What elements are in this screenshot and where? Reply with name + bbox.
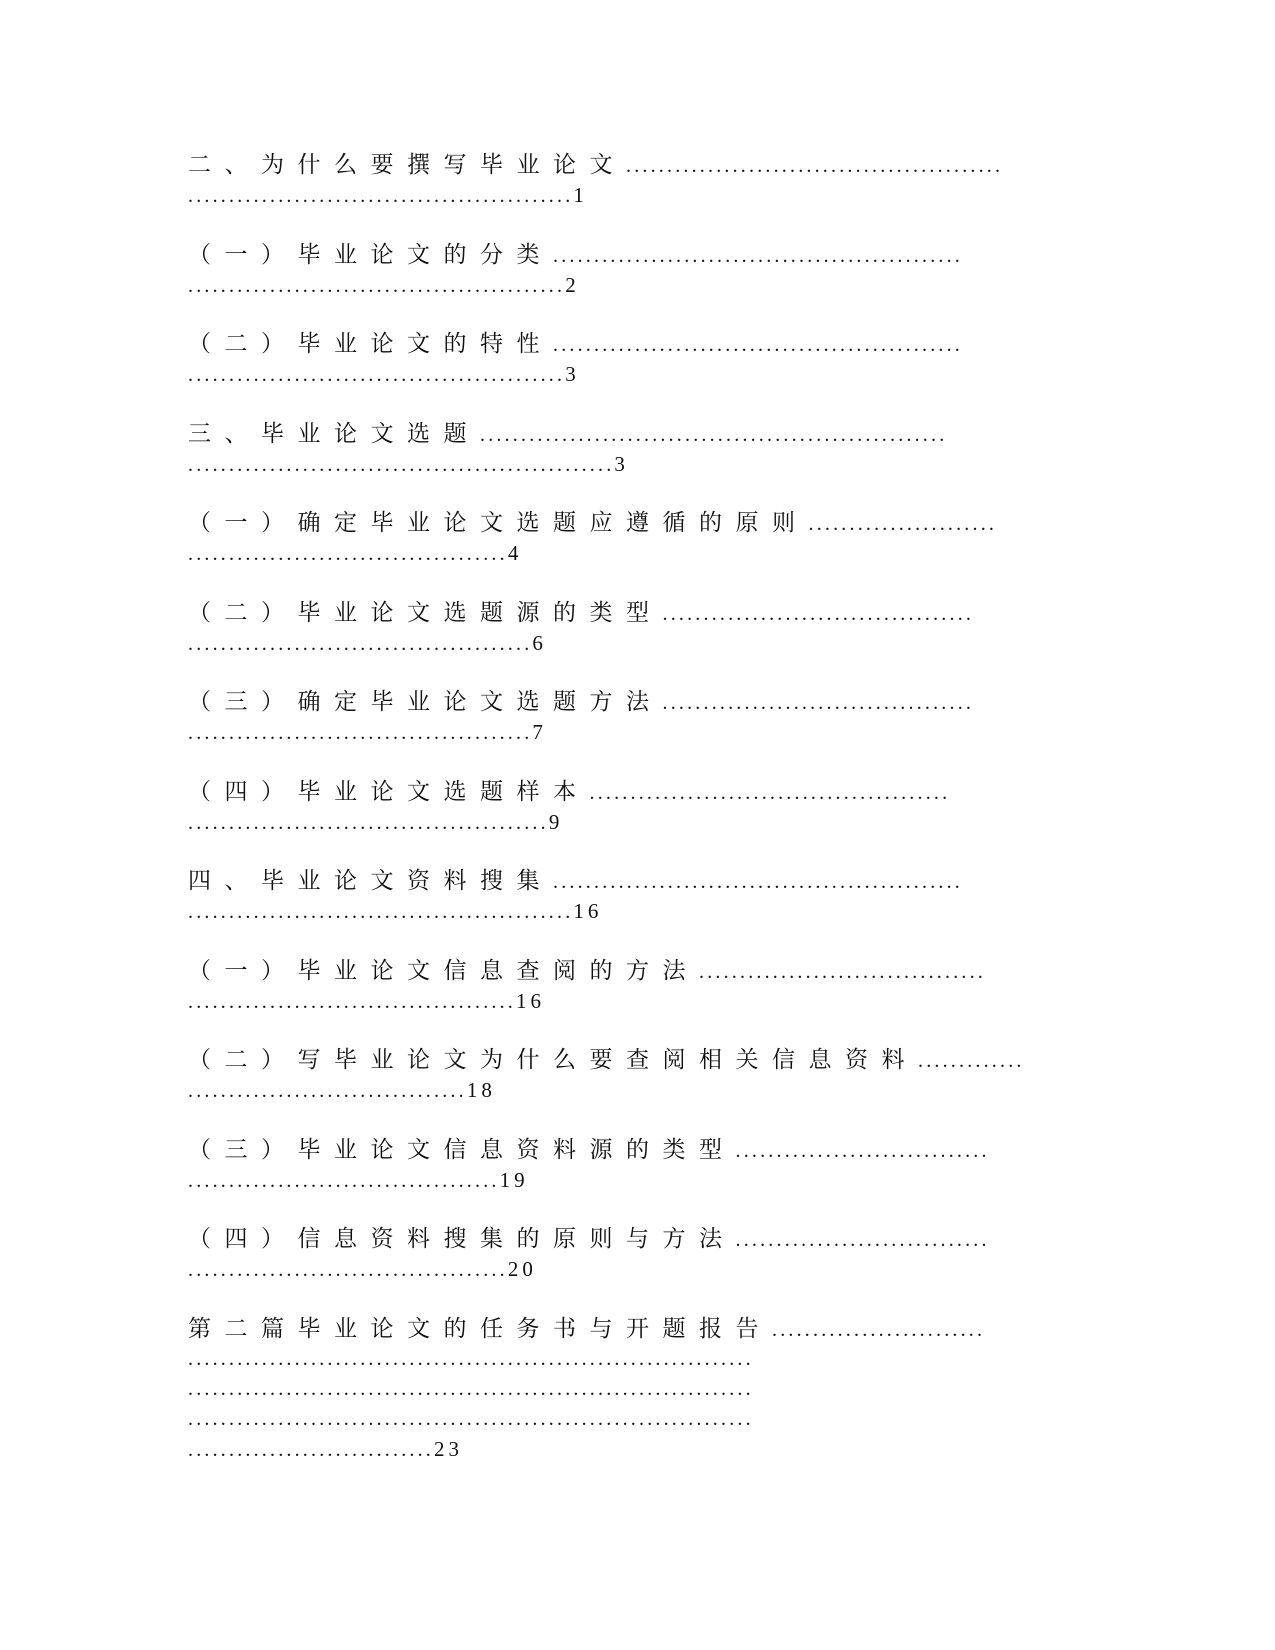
- table-of-contents: [188, 150, 1088, 1494]
- toc-entry-title: 二、为什么要撰写毕业论文: [188, 152, 626, 178]
- toc-entry[interactable]: [188, 1224, 1088, 1314]
- toc-entry-title: （二）毕业论文的特性: [188, 331, 553, 357]
- dot-leader: ...................................: [699, 960, 986, 983]
- dot-leader: .....................................................................: [188, 1347, 754, 1370]
- dot-leader: .....................................................................: [188, 1407, 754, 1430]
- dot-leader: ..................................................: [553, 244, 963, 267]
- dot-leader: ...............................: [735, 1139, 990, 1162]
- toc-entry-page: 19: [499, 1167, 529, 1192]
- toc-entry[interactable]: [188, 598, 1088, 688]
- toc-entry-page: 7: [532, 720, 547, 744]
- dot-leader: ...............................................: [188, 185, 574, 207]
- toc-entry[interactable]: [188, 419, 1088, 509]
- toc-entry-title: （四）毕业论文选题样本: [188, 778, 590, 805]
- toc-entry-page: 2: [565, 272, 580, 297]
- toc-entry-title: （一）确定毕业论文选题应遵循的原则: [188, 510, 809, 536]
- toc-entry[interactable]: [188, 956, 1088, 1046]
- toc-entry-title: （三）确定毕业论文选题方法: [188, 689, 663, 715]
- toc-entry[interactable]: [188, 1314, 1088, 1494]
- dot-leader: .......................................: [188, 543, 508, 565]
- toc-entry[interactable]: [188, 329, 1088, 419]
- toc-entry[interactable]: [188, 777, 1088, 867]
- dot-leader: ..............................: [188, 1438, 434, 1461]
- toc-entry-title: 三、毕业论文选题: [188, 420, 480, 447]
- toc-entry-page: 18: [466, 1078, 496, 1102]
- toc-entry-page: 16: [573, 899, 603, 923]
- dot-leader: ............................................: [188, 811, 549, 834]
- toc-entry[interactable]: [188, 240, 1088, 330]
- dot-leader: ..........................................: [188, 722, 533, 744]
- dot-leader: ..........................: [772, 1318, 986, 1341]
- toc-entry[interactable]: [188, 866, 1088, 956]
- toc-entry-title: （一）毕业论文的分类: [188, 241, 553, 268]
- dot-leader: ......................................: [662, 692, 975, 714]
- toc-entry-page: 23: [434, 1436, 463, 1461]
- toc-entry-title: （四）信息资料搜集的原则与方法: [188, 1226, 736, 1252]
- dot-leader: ....................................................: [188, 453, 615, 476]
- toc-entry-page: 1: [573, 183, 588, 207]
- dot-leader: ..............................................: [626, 155, 1004, 177]
- toc-entry-page: 20: [507, 1257, 537, 1281]
- toc-entry-title: （三）毕业论文信息资料源的类型: [188, 1136, 736, 1163]
- dot-leader: .....................................................................: [188, 1377, 754, 1400]
- toc-entry-page: 16: [516, 988, 545, 1013]
- dot-leader: .......................................: [188, 1259, 508, 1281]
- toc-entry-title: （一）毕业论文信息查阅的方法: [188, 957, 699, 984]
- toc-entry-page: 3: [614, 451, 629, 476]
- dot-leader: ......................................: [188, 1169, 500, 1192]
- dot-leader: ...............................: [735, 1229, 990, 1251]
- toc-entry[interactable]: [188, 1045, 1088, 1135]
- toc-entry-page: 3: [565, 362, 580, 386]
- dot-leader: ...............................................: [188, 901, 574, 923]
- toc-entry-page: 6: [532, 630, 547, 655]
- toc-entry-page: 9: [548, 809, 564, 834]
- toc-entry[interactable]: [188, 687, 1088, 777]
- dot-leader: ..............................................: [188, 274, 566, 297]
- dot-leader: ........................................: [188, 990, 516, 1013]
- toc-entry-title: 第二篇毕业论文的任务书与开题报告: [188, 1315, 772, 1342]
- toc-entry-title: 四、毕业论文资料搜集: [188, 868, 553, 894]
- dot-leader: ..........................................: [188, 632, 533, 655]
- toc-entry[interactable]: [188, 1135, 1088, 1225]
- dot-leader: .......................: [808, 513, 998, 535]
- dot-leader: ..................................................: [553, 334, 963, 356]
- toc-entry[interactable]: [188, 508, 1088, 598]
- dot-leader: ..................................: [188, 1080, 467, 1102]
- dot-leader: ..............................................: [188, 364, 566, 386]
- dot-leader: ..................................................: [553, 871, 963, 893]
- toc-entry-page: 4: [507, 541, 523, 565]
- dot-leader: .........................................................: [480, 423, 948, 446]
- toc-entry-title: （二）毕业论文选题源的类型: [188, 599, 663, 626]
- dot-leader: ......................................: [662, 602, 975, 625]
- toc-entry-title: （二）写毕业论文为什么要查阅相关信息资料: [188, 1047, 918, 1073]
- toc-entry[interactable]: [188, 150, 1088, 240]
- dot-leader: .............: [918, 1050, 1025, 1072]
- dot-leader: ............................................: [589, 781, 951, 804]
